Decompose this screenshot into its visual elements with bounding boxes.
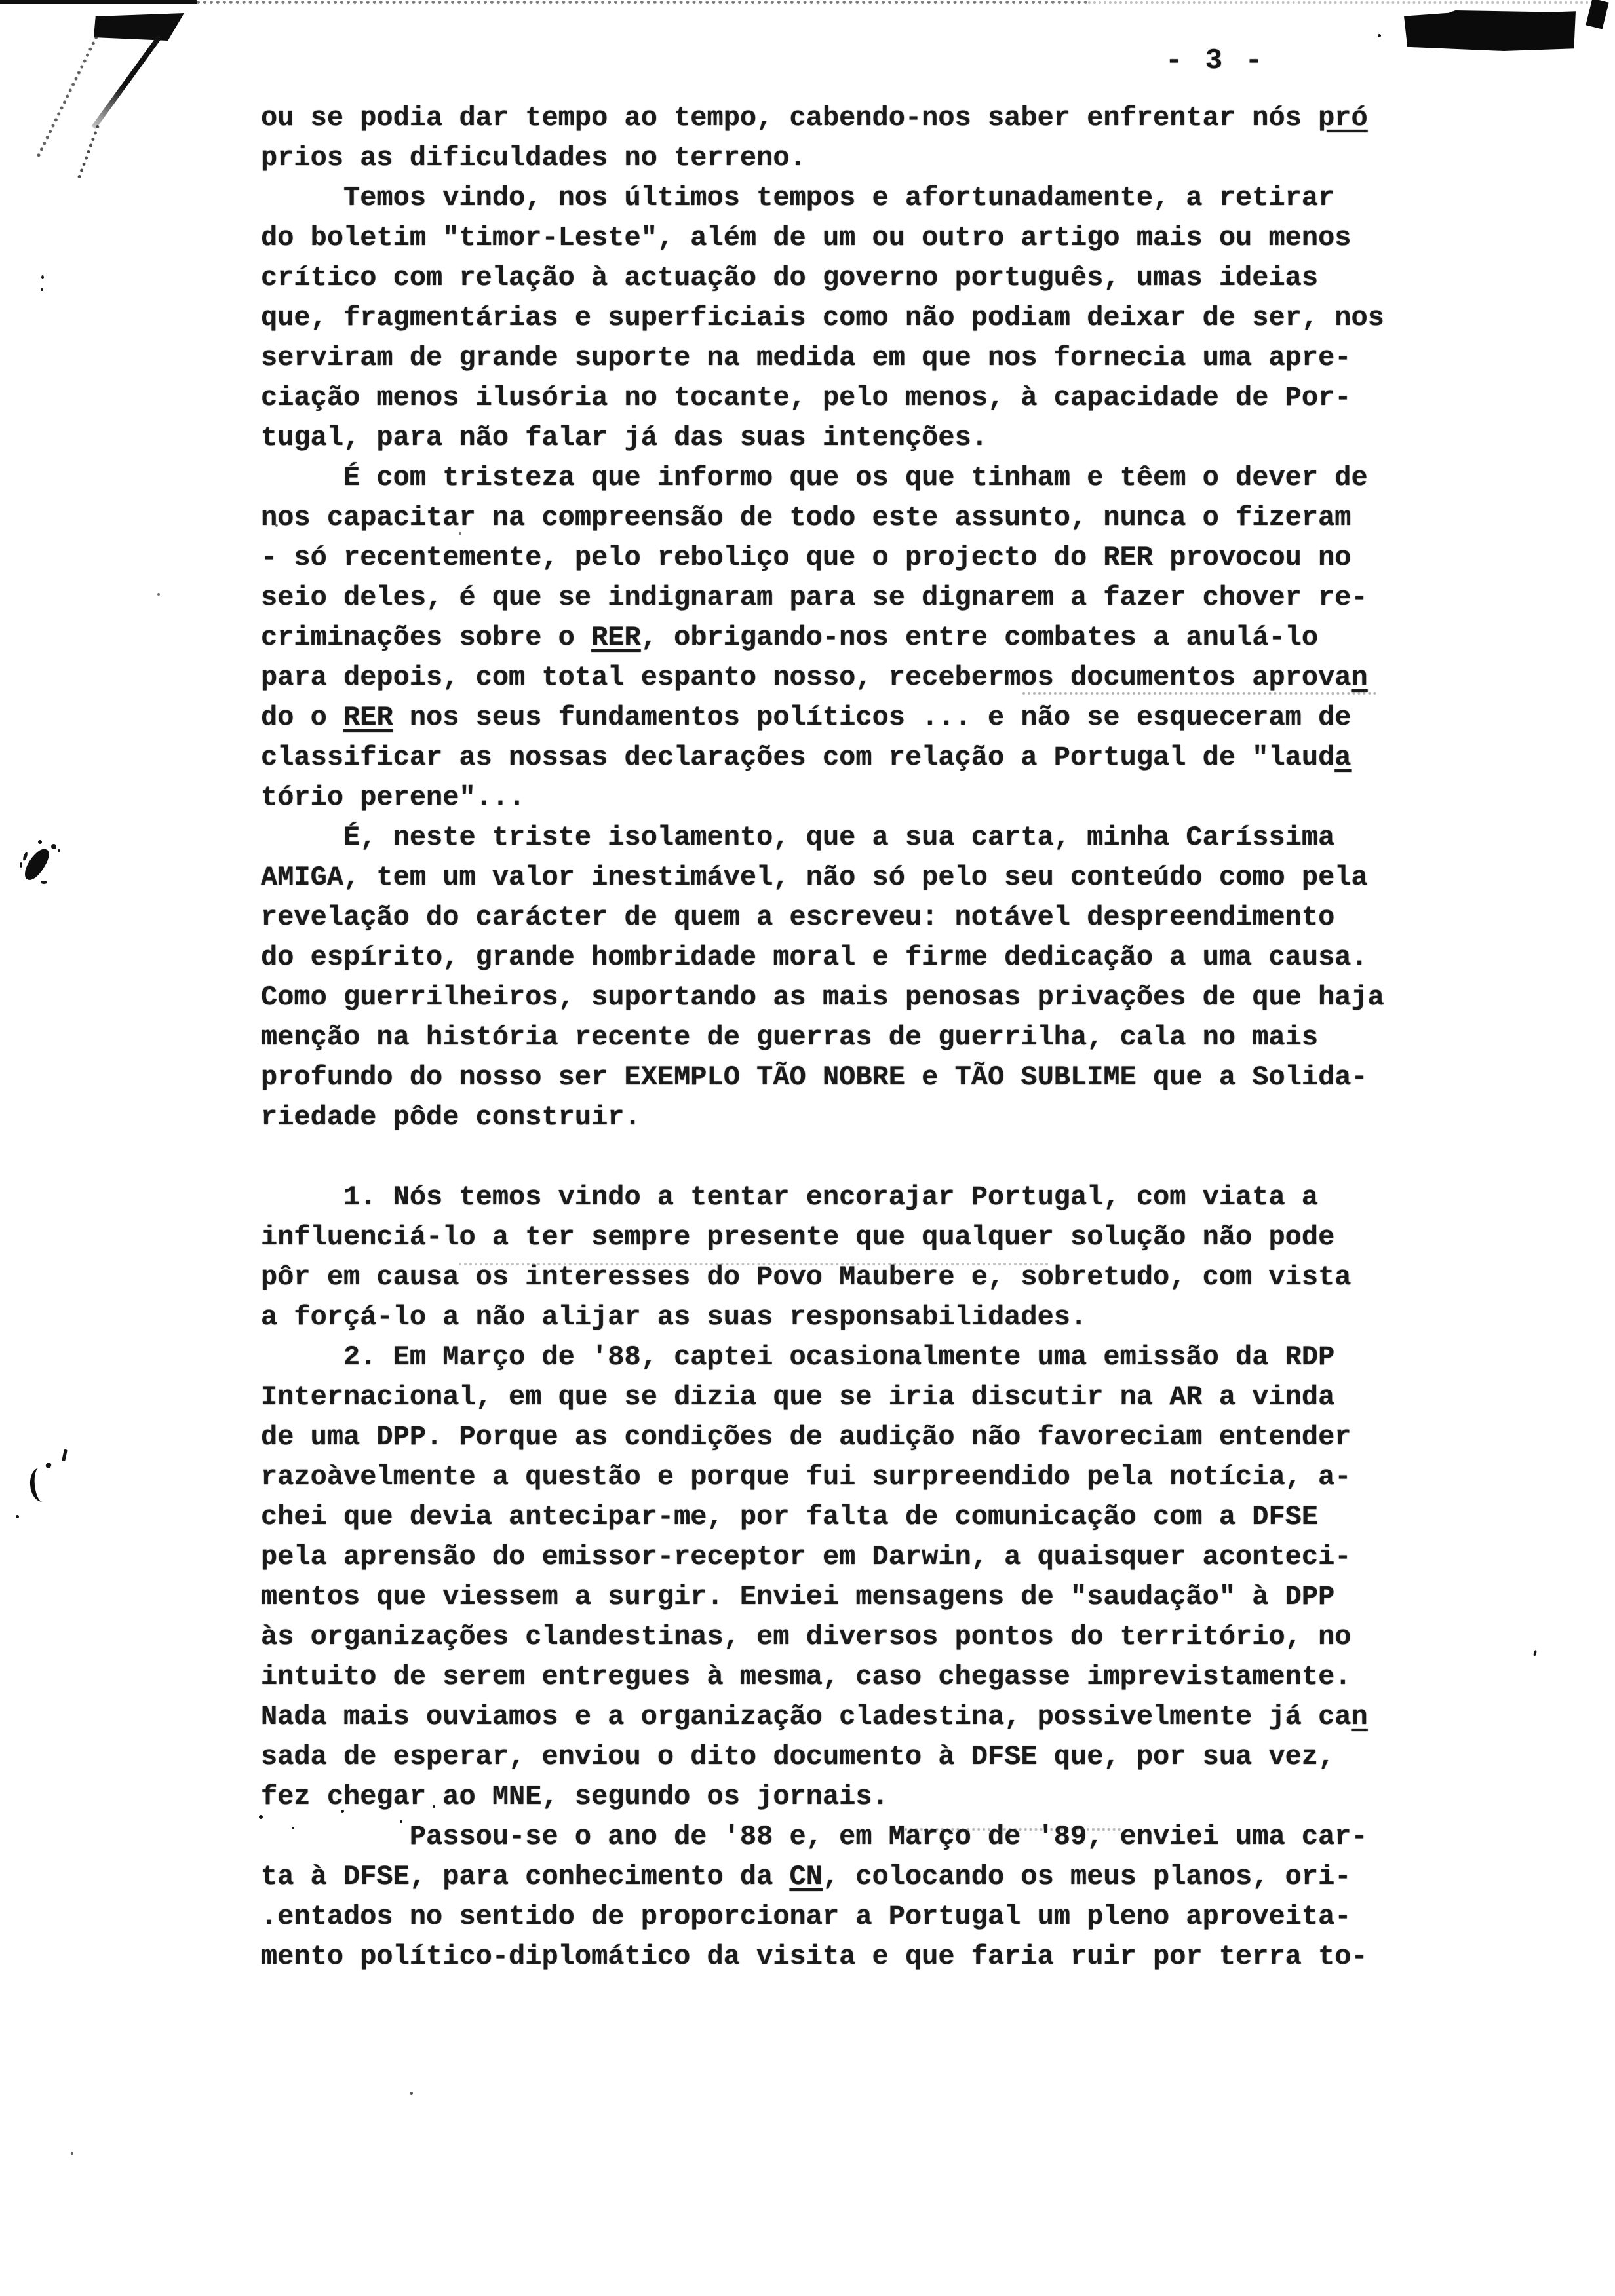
text-line: menção na história recente de guerras de guerrilha, cala no mais <box>261 1022 1319 1053</box>
ink-speck <box>1533 1650 1537 1657</box>
ink-speck <box>71 2152 73 2155</box>
page-number: - 3 - <box>1165 45 1266 77</box>
text-line: É com tristeza que informo que os que tinham e têem o dever de <box>261 462 1368 493</box>
text-line: ou se podia dar tempo ao tempo, cabendo-nos saber enfrentar nós pró <box>261 102 1368 134</box>
text-line: É, neste triste isolamento, que a sua carta, minha Caríssima <box>261 822 1335 853</box>
text-line: revelação do carácter de quem a escreveu: notável despreendimento <box>261 902 1335 933</box>
text-line: a forçá-lo a não alijar as suas responsabilidades. <box>261 1301 1087 1333</box>
text-line: - só recentemente, pelo reboliço que o projecto do RER provocou no <box>261 542 1352 573</box>
ink-speck <box>41 288 43 291</box>
text-line: Passou-se o ano de '88 e, em Março de '89, enviei uma car- <box>261 1821 1368 1852</box>
page-corner-fold-mark <box>94 13 184 41</box>
text-line <box>261 1138 1384 1177</box>
text-line: sada de esperar, enviou o dito documento à DFSE que, por sua vez, <box>261 1741 1335 1772</box>
text-line: Internacional, em que se dizia que se iria discutir na AR a vinda <box>261 1381 1335 1413</box>
text-line: do espírito, grande hombridade moral e firme dedicação a uma causa. <box>261 942 1368 973</box>
scan-corner-mark <box>1586 0 1608 29</box>
text-line: intuito de serem entregues à mesma, caso chegasse imprevistamente. <box>261 1661 1352 1693</box>
text-line: que, fragmentárias e superficiais como não podiam deixar de ser, nos <box>261 302 1384 334</box>
ink-speck <box>51 844 56 849</box>
ink-speck <box>1378 34 1381 37</box>
text-line: ta à DFSE, para conhecimento da CN, colocando os meus planos, ori- <box>261 1861 1352 1892</box>
fold-crease-line-left <box>37 35 98 157</box>
text-line: tório perene"... <box>261 782 526 813</box>
text-line: mento político-diplomático da visita e que faria ruir por terra to- <box>261 1941 1368 1972</box>
text-line: razoàvelmente a questão e porque fui surpreendido pela notícia, a- <box>261 1461 1352 1493</box>
text-line: 1. Nós temos vindo a tentar encorajar Portugal, com viata a <box>261 1181 1319 1213</box>
text-line: crítico com relação à actuação do governo português, umas ideias <box>261 262 1319 294</box>
text-line: serviram de grande suporte na medida em que nos fornecia uma apre- <box>261 342 1352 373</box>
ink-speck <box>20 862 22 868</box>
text-line: fez chegar ao MNE, segundo os jornais. <box>261 1781 889 1812</box>
text-line: Nada mais ouviamos e a organização cladestina, possivelmente já can <box>261 1701 1368 1732</box>
text-line: 2. Em Março de '88, captei ocasionalmente uma emissão da RDP <box>261 1341 1335 1373</box>
text-line: chei que devia antecipar-me, por falta de comunicação com a DFSE <box>261 1501 1319 1533</box>
ink-speck <box>22 852 28 862</box>
text-line: mentos que viessem a surgir. Enviei mensagens de "saudação" à DPP <box>261 1581 1335 1613</box>
text-line: Como guerrilheiros, suportando as mais penosas privações de que haja <box>261 982 1384 1013</box>
scan-ink-blotch-top-right <box>1404 10 1576 51</box>
fold-crease-line <box>91 35 162 129</box>
letter-body <box>261 98 1384 1977</box>
ink-speck <box>41 275 44 279</box>
text-line: AMIGA, tem um valor inestimável, não só pelo seu conteúdo como pela <box>261 862 1368 893</box>
scan-top-edge-line <box>0 0 197 4</box>
text-line: influenciá-lo a ter sempre presente que qualquer solução não pode <box>261 1221 1335 1253</box>
ink-speck <box>410 2092 413 2095</box>
text-line: nos capacitar na compreensão de todo este assunto, nunca o fizeram <box>261 502 1352 533</box>
text-line: riedade pôde construir. <box>261 1101 641 1133</box>
handwritten-paren-mark <box>28 1466 53 1502</box>
text-line: de uma DPP. Porque as condições de audição não favoreciam entender <box>261 1421 1352 1453</box>
ink-speck <box>157 593 160 596</box>
ink-speck <box>16 1515 19 1518</box>
text-line: tugal, para não falar já das suas intenções. <box>261 422 988 453</box>
text-line: prios as dificuldades no terreno. <box>261 142 806 174</box>
text-line: .entados no sentido de proporcionar a Portugal um pleno aproveita- <box>261 1901 1352 1932</box>
text-line: para depois, com total espanto nosso, recebermos documentos aprovan <box>261 662 1368 693</box>
scan-top-edge-line-dotted <box>197 1 1088 4</box>
text-line: pôr em causa os interesses do Povo Maubere e, sobretudo, com vista <box>261 1261 1352 1293</box>
margin-ink-blot <box>21 845 52 884</box>
scan-top-edge-line-faint <box>1088 1 1599 4</box>
fold-crease-line-tail <box>77 124 100 179</box>
pen-tick <box>62 1449 68 1462</box>
text-line: do boletim "timor-Leste", além de um ou outro artigo mais ou menos <box>261 222 1352 254</box>
text-line: seio deles, é que se indignaram para se dignarem a fazer chover re- <box>261 582 1368 613</box>
text-line: às organizações clandestinas, em diversos pontos do território, no <box>261 1621 1352 1653</box>
pen-tick <box>45 1461 52 1469</box>
text-line: classificar as nossas declarações com relação a Portugal de "lauda <box>261 742 1352 773</box>
text-line: ciação menos ilusória no tocante, pelo menos, à capacidade de Por- <box>261 382 1352 413</box>
text-line: pela aprensão do emissor-receptor em Darwin, a quaisquer aconteci- <box>261 1541 1352 1573</box>
ink-speck <box>38 840 42 844</box>
text-line: profundo do nosso ser EXEMPLO TÃO NOBRE e TÃO SUBLIME que a Solida- <box>261 1062 1368 1093</box>
ink-speck <box>58 849 60 852</box>
ink-speck <box>41 881 47 884</box>
text-line: criminações sobre o RER, obrigando-nos entre combates a anulá-lo <box>261 622 1319 653</box>
text-line: Temos vindo, nos últimos tempos e afortunadamente, a retirar <box>261 182 1335 214</box>
text-line: do o RER nos seus fundamentos políticos ... e não se esqueceram de <box>261 702 1352 733</box>
